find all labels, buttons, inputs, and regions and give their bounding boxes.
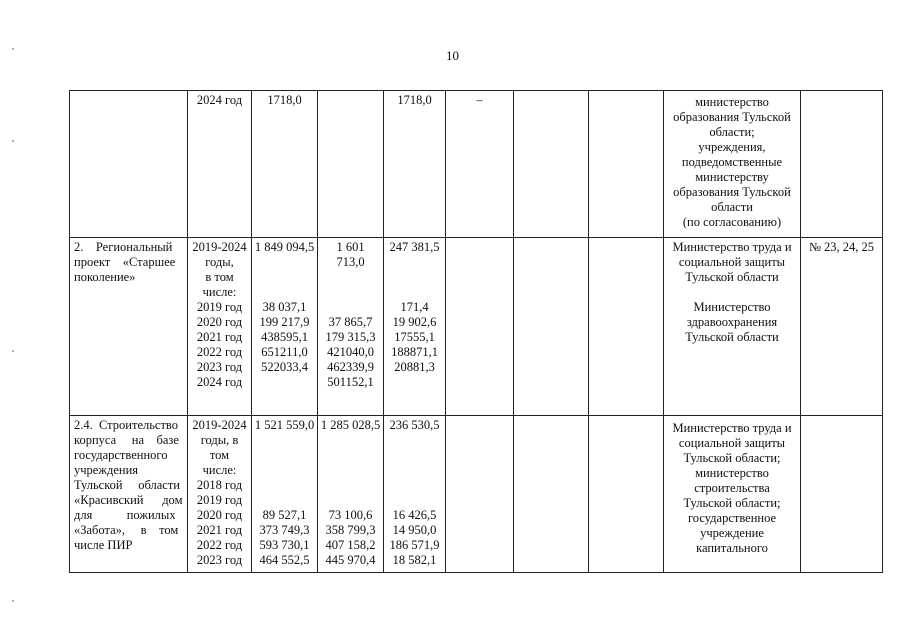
cell-line: 18 582,1	[392, 553, 437, 567]
cell-line: государственного	[74, 448, 168, 462]
cell-line: министерство	[695, 466, 769, 480]
cell-line: учреждение	[700, 526, 764, 540]
cell-line: для пожилых	[74, 508, 176, 522]
cell-line	[318, 285, 383, 300]
cell-line	[252, 375, 317, 390]
cell-line: 2019-2024	[192, 418, 247, 432]
cell-line	[318, 433, 383, 448]
cell-line: № 23, 24, 25	[808, 240, 875, 254]
executor-cell	[663, 237, 800, 415]
cell-line: 1718,0	[397, 93, 432, 107]
scan-mark	[12, 140, 14, 142]
cell-line: 188871,1	[391, 345, 438, 359]
cell-line: –	[476, 93, 483, 107]
cell-line: 651211,0	[261, 345, 308, 359]
cell-line: капитального	[696, 541, 768, 555]
cell-line: строительства	[694, 481, 770, 495]
cell-line	[384, 463, 445, 478]
cell-line	[664, 285, 800, 300]
cell-line	[318, 300, 383, 315]
indicators-cell	[800, 237, 883, 415]
cell-line: 2023 год	[196, 360, 243, 374]
cell-line: социальной защиты	[678, 255, 786, 269]
cell-line: 2021 год	[196, 523, 243, 537]
cell-line: 522033,4	[261, 360, 308, 374]
cell-line: 407 158,2	[325, 538, 376, 552]
executor-cell	[663, 415, 800, 573]
cell-line: 593 730,1	[259, 538, 310, 552]
cell-line: Тульской области	[685, 330, 779, 344]
cell-line: (по согласованию)	[682, 215, 782, 229]
federal-cell	[317, 90, 383, 237]
name-cell	[69, 90, 187, 237]
cell-line: 358 799,3	[325, 523, 376, 537]
cell-line: области	[711, 200, 753, 214]
cell-line: 37 865,7	[328, 315, 373, 329]
cell-line: числе:	[202, 285, 237, 299]
cell-line: 20881,3	[394, 360, 435, 374]
scan-mark	[12, 48, 14, 50]
cell-line	[318, 463, 383, 478]
cell-line: 373 749,3	[259, 523, 310, 537]
period-cell	[187, 90, 251, 237]
cell-line: поколение»	[74, 270, 136, 284]
cell-line: Министерство труда и	[672, 240, 792, 254]
cell-line: 16 426,5	[392, 508, 437, 522]
cell-line: 247 381,5	[389, 240, 440, 254]
indicators-cell	[800, 90, 883, 237]
cell-line	[252, 463, 317, 478]
cell-line: 462339,9	[327, 360, 374, 374]
indicators-cell	[800, 415, 883, 573]
cell-line: 2024 год	[196, 93, 243, 107]
cell-line	[384, 493, 445, 508]
cell-line: числе:	[202, 463, 237, 477]
cell-line	[252, 493, 317, 508]
regional-cell	[383, 90, 445, 237]
cell-line: образования Тульской	[673, 110, 791, 124]
cell-line: 73 100,6	[328, 508, 373, 522]
cell-line: 199 217,9	[259, 315, 310, 329]
cell-line: учреждения	[74, 463, 139, 477]
cell-line	[252, 255, 317, 270]
empty-cell	[513, 237, 588, 415]
cell-line: 2. Региональный	[74, 240, 173, 254]
cell-line: Тульской области	[74, 478, 180, 492]
cell-line: 2020 год	[196, 508, 243, 522]
cell-line: 1 521 559,0	[254, 418, 315, 432]
cell-line: 2018 год	[196, 478, 243, 492]
cell-line: государственное	[687, 511, 777, 525]
cell-line: том	[209, 448, 230, 462]
cell-line: 17555,1	[394, 330, 435, 344]
cell-line: 171,4	[400, 300, 429, 314]
cell-line	[252, 448, 317, 463]
cell-line	[384, 448, 445, 463]
federal-cell	[317, 237, 383, 415]
program-table	[69, 90, 883, 573]
regional-cell	[383, 415, 445, 573]
cell-line: 2024 год	[196, 375, 243, 389]
cell-line	[252, 270, 317, 285]
cell-line: здравоохранения	[686, 315, 778, 329]
cell-line: «Забота», в том	[74, 523, 179, 537]
cell-line: Тульской области;	[683, 496, 781, 510]
total-cell	[251, 237, 317, 415]
cell-line	[384, 478, 445, 493]
cell-line: 1 849 094,5	[254, 240, 315, 254]
cell-line: Министерство труда и	[672, 421, 792, 435]
scan-mark	[12, 600, 14, 602]
period-cell	[187, 415, 251, 573]
regional-cell	[383, 237, 445, 415]
cell-line: области;	[709, 125, 755, 139]
cell-line	[318, 478, 383, 493]
cell-line: корпуса на базе	[74, 433, 179, 447]
table-row-regional-project	[69, 237, 883, 415]
table-row-construction	[69, 415, 883, 573]
cell-line	[384, 375, 445, 390]
cell-line: Тульской области;	[683, 451, 781, 465]
cell-line: подведомственные	[681, 155, 783, 169]
cell-line: Министерство	[693, 300, 771, 314]
cell-line: образования Тульской	[673, 185, 791, 199]
cell-line: 445 970,4	[325, 553, 376, 567]
cell-line: 236 530,5	[389, 418, 440, 432]
total-cell	[251, 90, 317, 237]
name-cell	[69, 415, 187, 573]
cell-line	[318, 270, 383, 285]
cell-line	[384, 270, 445, 285]
cell-line	[252, 478, 317, 493]
cell-line: годы, в	[200, 433, 239, 447]
cell-line: 19 902,6	[392, 315, 437, 329]
cell-line: 2022 год	[196, 345, 243, 359]
total-cell	[251, 415, 317, 573]
cell-line: 2019 год	[196, 493, 243, 507]
page-number: 10	[446, 48, 459, 63]
name-cell	[69, 237, 187, 415]
cell-line	[384, 285, 445, 300]
cell-line: министерству	[695, 170, 769, 184]
scan-mark	[12, 350, 14, 352]
other-cell	[445, 90, 513, 237]
empty-cell	[588, 415, 663, 573]
executor-cell	[663, 90, 800, 237]
cell-line: 186 571,9	[389, 538, 440, 552]
cell-line: годы,	[205, 255, 234, 269]
cell-line: 2021 год	[196, 330, 243, 344]
cell-line: в том	[205, 270, 234, 284]
other-cell	[445, 415, 513, 573]
cell-line	[384, 255, 445, 270]
cell-line: 438595,1	[261, 330, 308, 344]
cell-line: Тульской области	[685, 270, 779, 284]
empty-cell	[588, 237, 663, 415]
cell-line: 14 950,0	[392, 523, 437, 537]
cell-line: 2.4. Строительство	[74, 418, 179, 432]
cell-line: 2020 год	[196, 315, 243, 329]
federal-cell	[317, 415, 383, 573]
cell-line: 501152,1	[327, 375, 374, 389]
empty-cell	[513, 90, 588, 237]
cell-line: социальной защиты	[678, 436, 786, 450]
cell-line: 1718,0	[267, 93, 302, 107]
cell-line: 1 285 028,5	[320, 418, 381, 432]
empty-cell	[513, 415, 588, 573]
cell-line: 89 527,1	[262, 508, 307, 522]
table-row-2024	[69, 90, 883, 237]
cell-line	[384, 433, 445, 448]
cell-line: 2023 год	[196, 553, 243, 567]
cell-line: числе ПИР	[74, 538, 133, 552]
cell-line	[252, 433, 317, 448]
other-cell	[445, 237, 513, 415]
cell-line: «Красивский дом	[74, 493, 183, 507]
cell-line	[318, 493, 383, 508]
cell-line: 421040,0	[327, 345, 374, 359]
cell-line: учреждения,	[698, 140, 766, 154]
cell-line: проект «Старшее	[74, 255, 176, 269]
cell-line	[318, 448, 383, 463]
cell-line: 179 315,3	[325, 330, 376, 344]
cell-line: 464 552,5	[259, 553, 310, 567]
cell-line: министерство	[695, 95, 769, 109]
empty-cell	[588, 90, 663, 237]
period-cell	[187, 237, 251, 415]
cell-line	[252, 285, 317, 300]
cell-line: 2019-2024	[192, 240, 247, 254]
cell-line: 2019 год	[196, 300, 243, 314]
cell-line: 713,0	[336, 255, 365, 269]
cell-line: 1 601	[336, 240, 365, 254]
cell-line: 2022 год	[196, 538, 243, 552]
cell-line: 38 037,1	[262, 300, 307, 314]
